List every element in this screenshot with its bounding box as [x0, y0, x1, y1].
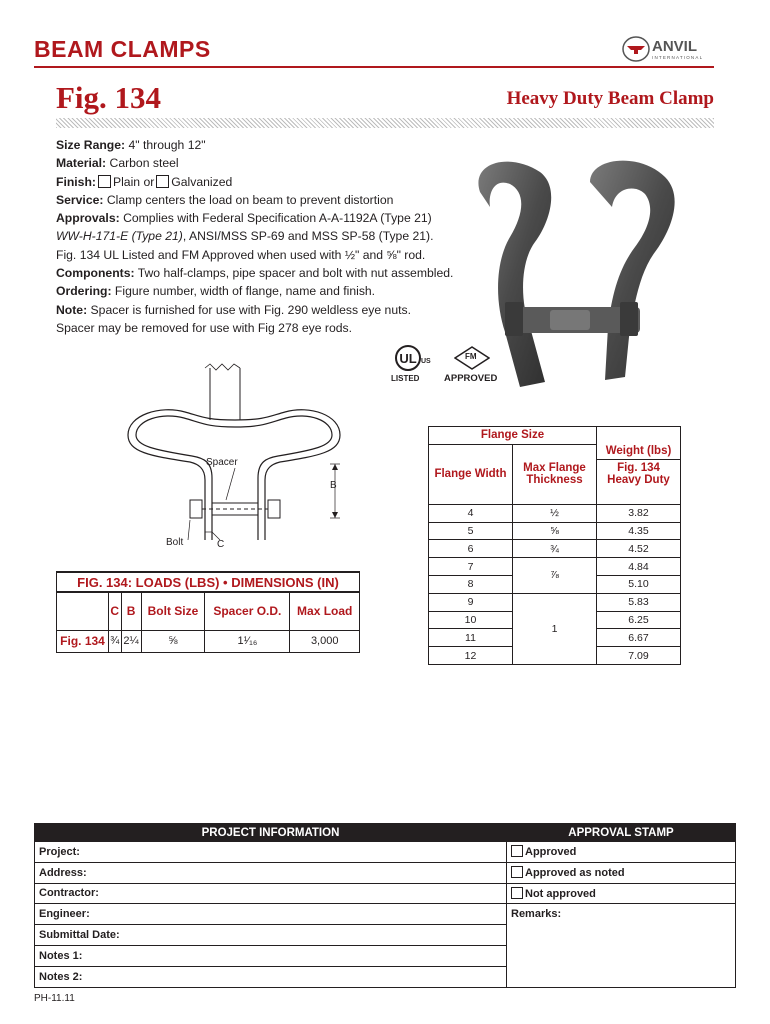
not-approved-checkbox[interactable] [511, 887, 523, 899]
svg-text:UL: UL [399, 351, 417, 366]
remarks-field[interactable] [507, 904, 736, 987]
approved-checkbox[interactable] [511, 845, 523, 857]
approved-option[interactable] [507, 842, 736, 863]
address-field[interactable] [35, 862, 507, 883]
flange-thickness-cell: ⅝ [513, 522, 597, 540]
not-approved-label: Not approved [525, 887, 596, 900]
flange-width-header: Flange Width [429, 444, 513, 504]
weight-cell: 3.82 [597, 504, 681, 522]
finish-galvanized-checkbox[interactable] [156, 175, 169, 188]
figure-number: Fig. 134 [56, 80, 162, 115]
weight-cell: 5.83 [597, 593, 681, 611]
flange-width-cell: 4 [429, 504, 513, 522]
address-field-label: Address: [39, 866, 87, 879]
loads-cell-b: 2¼ [121, 630, 141, 652]
loads-corner-cell [57, 592, 109, 630]
loads-header-bolt-size: Bolt Size [141, 592, 205, 630]
approvals-spec-italic: WW-H-171-E (Type 21) [56, 229, 183, 244]
weight-cell: 4.52 [597, 540, 681, 558]
service-value: Clamp centers the load on beam to prevent distortion [106, 192, 394, 207]
flange-width-cell: 8 [429, 575, 513, 593]
flange-table [428, 426, 681, 665]
flange-width-cell: 9 [429, 593, 513, 611]
approved-noted-option[interactable] [507, 862, 736, 883]
diagram-c-label: C [217, 539, 225, 550]
spec-list [56, 136, 456, 337]
flange-width-cell: 11 [429, 629, 513, 647]
approvals-label: Approvals: [56, 211, 120, 226]
flange-thickness-cell: 1 [513, 593, 597, 664]
approved-noted-label: Approved as noted [525, 867, 625, 880]
flange-group-header: Flange Size [429, 427, 597, 445]
flange-thickness-cell: ¾ [513, 540, 597, 558]
approvals-value: Complies with Federal Specification A-A-1192A (Type 21) [123, 211, 432, 226]
diagram-bolt-label: Bolt [166, 537, 184, 548]
weight-cell: 4.84 [597, 558, 681, 576]
flange-width-cell: 5 [429, 522, 513, 540]
material-label: Material: [56, 156, 107, 171]
product-subtitle: Heavy Duty Beam Clamp [506, 88, 714, 109]
contractor-field-label: Contractor: [39, 887, 99, 900]
notes-2-field[interactable] [35, 966, 507, 987]
engineer-field[interactable] [35, 904, 507, 925]
finish-label: Finish: [56, 174, 96, 189]
note-value: Spacer is furnished for use with Fig. 290 weldless eye nuts. [90, 302, 411, 317]
diagram-spacer-label: Spacer [206, 457, 238, 468]
weight-cell: 7.09 [597, 647, 681, 665]
section-title: BEAM CLAMPS [34, 36, 211, 62]
ordering-value: Figure number, width of flange, name and finish. [114, 284, 376, 299]
loads-header-b: B [121, 592, 141, 630]
fm-approved-mark [444, 346, 504, 386]
project-info-header: PROJECT INFORMATION [35, 824, 507, 842]
flange-width-cell: 7 [429, 558, 513, 576]
approved-noted-checkbox[interactable] [511, 866, 523, 878]
flange-width-cell: 12 [429, 647, 513, 665]
approval-stamp-header: APPROVAL STAMP [507, 824, 736, 842]
engineer-field-label: Engineer: [39, 908, 90, 921]
page-code: PH-11.11 [34, 993, 75, 1004]
finish-plain-checkbox[interactable] [98, 175, 111, 188]
hatch-divider [56, 118, 714, 128]
loads-row-label: Fig. 134 [57, 630, 109, 652]
weight-cell: 6.67 [597, 629, 681, 647]
remarks-label: Remarks: [511, 908, 562, 921]
anvil-logo-text: ANVIL [652, 38, 697, 55]
size-range-value: 4" through 12" [128, 138, 206, 152]
contractor-field[interactable] [35, 883, 507, 904]
loads-table [56, 571, 360, 653]
anvil-logo-sub: INTERNATIONAL [652, 55, 704, 60]
not-approved-option[interactable] [507, 883, 736, 904]
ordering-label: Ordering: [56, 284, 112, 299]
loads-header-max-load: Max Load [290, 592, 360, 630]
anvil-logo [622, 36, 714, 62]
finish-galvanized-label: Galvanized [171, 174, 233, 189]
anvil-logo-icon [622, 36, 650, 62]
ul-us-label: US [421, 358, 431, 365]
ul-logo-icon [394, 344, 422, 372]
flange-thickness-header: Max Flange Thickness [513, 444, 597, 504]
project-field[interactable] [35, 842, 507, 863]
components-value: Two half-clamps, pipe spacer and bolt with nut assembled. [137, 266, 454, 281]
approvals-spec-rest: , ANSI/MSS SP-69 and MSS SP-58 (Type 21). [182, 229, 434, 244]
weight-cell: 4.35 [597, 522, 681, 540]
weight-header-sub: Fig. 134 Heavy Duty [607, 461, 670, 486]
weight-header [597, 427, 681, 505]
fm-label: FM [465, 352, 477, 361]
note-label: Note: [56, 302, 88, 317]
loads-header-spacer-od: Spacer O.D. [205, 592, 290, 630]
size-range-label: Size Range: [56, 138, 126, 152]
loads-cell-bolt-size: ⅝ [141, 630, 205, 652]
loads-cell-spacer-od: 1¹⁄₁₆ [205, 630, 290, 652]
finish-plain-label: Plain or [112, 174, 155, 189]
weight-header-label: Weight (lbs) [597, 443, 680, 460]
diagram-b-label: B [330, 480, 337, 491]
flange-width-cell: 10 [429, 611, 513, 629]
loads-table-title: FIG. 134: LOADS (LBS) • DIMENSIONS (IN) [57, 572, 360, 592]
flange-width-cell: 6 [429, 540, 513, 558]
notes-1-field[interactable] [35, 945, 507, 966]
notes-1-label: Notes 1: [39, 949, 83, 962]
submittal-date-label: Submittal Date: [39, 929, 120, 942]
project-info-table [34, 823, 736, 988]
fm-approved-label: APPROVED [444, 373, 498, 384]
ul-listed-label: LISTED [391, 374, 420, 383]
loads-cell-c: ¾ [109, 630, 122, 652]
loads-header-c: C [109, 592, 122, 630]
ul-listed-mark [388, 344, 434, 384]
weight-cell: 5.10 [597, 575, 681, 593]
title-rule [34, 66, 714, 68]
components-label: Components: [56, 266, 135, 281]
notes-2-label: Notes 2: [39, 970, 83, 983]
material-value: Carbon steel [109, 156, 179, 171]
service-label: Service: [56, 192, 104, 207]
submittal-date-field[interactable] [35, 925, 507, 946]
project-field-label: Project: [39, 845, 80, 858]
approved-label: Approved [525, 846, 577, 859]
weight-cell: 6.25 [597, 611, 681, 629]
loads-cell-max-load: 3,000 [290, 630, 360, 652]
note-value-2: Spacer may be removed for use with Fig 278 eye rods. [56, 320, 353, 335]
approvals-ul-fm: Fig. 134 UL Listed and FM Approved when used with ½" and ⅝" rod. [56, 247, 426, 262]
flange-thickness-cell: ½ [513, 504, 597, 522]
flange-thickness-cell: ⅞ [513, 558, 597, 594]
